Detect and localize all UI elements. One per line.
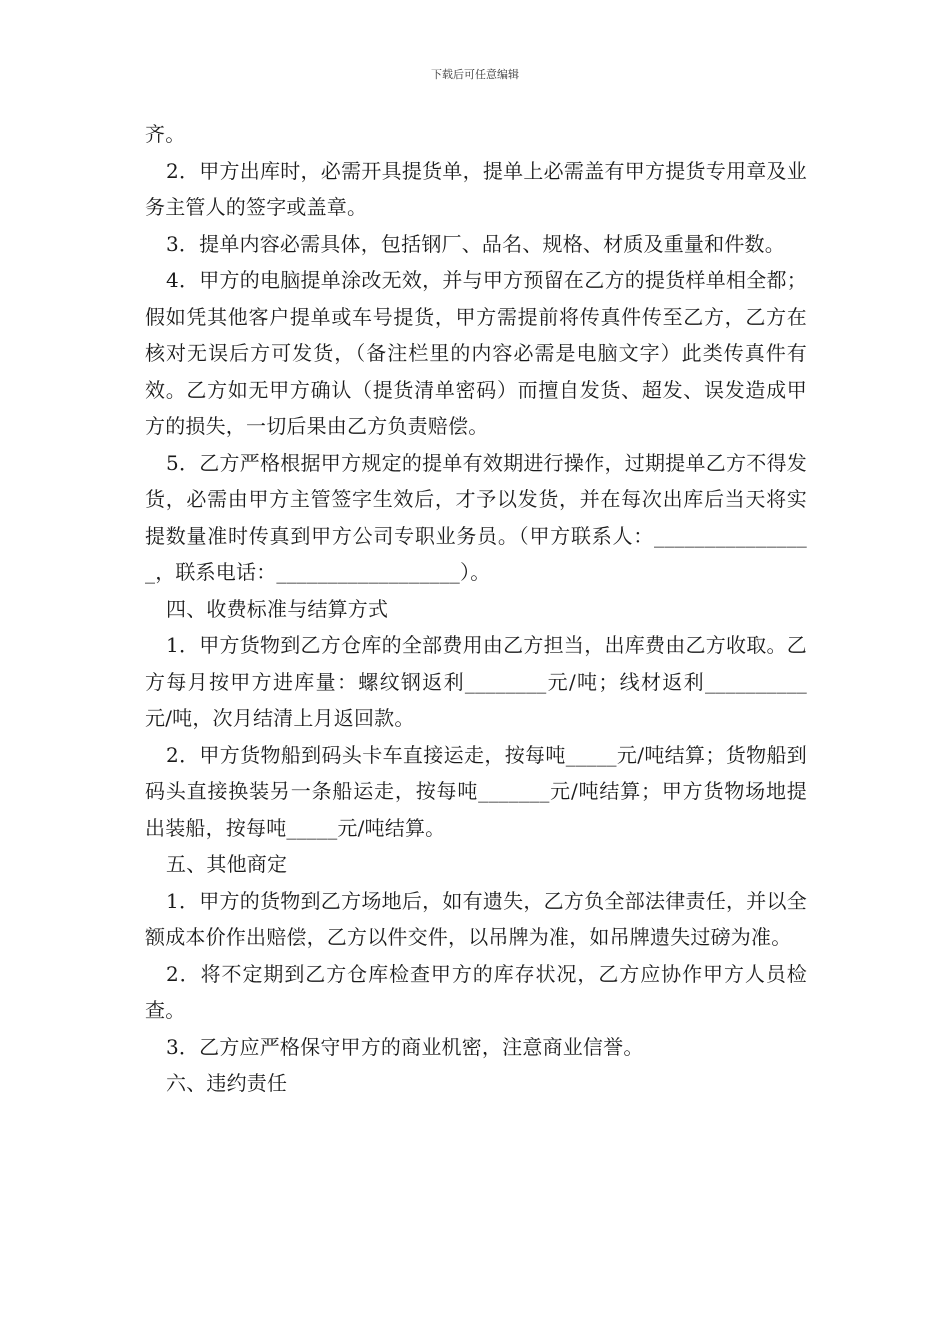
clause-2-inspection: 2．将不定期到乙方仓库检查甲方的库存状况，乙方应协作甲方人员检查。: [145, 961, 807, 1022]
clause-3-confidentiality: 3．乙方应严格保守甲方的商业机密，注意商业信誉。: [166, 1034, 644, 1059]
clause-4-computer-note: 4．甲方的电脑提单涂改无效，并与甲方预留在乙方的提货样单相全都；假如凭其他客户提单或车号提货，甲方需提前将传真件传至乙方，乙方在核对无误后方可发货，（备注栏里的内容必需是电脑文字）此类传真件有效。乙方如无甲方确认（提货清单密码）而擅自发货、超发、误发造成甲方的损失，一切后果由乙方负责赔偿。: [145, 268, 807, 438]
clause-2-delivery-note: 2．甲方出库时，必需开具提货单，提单上必需盖有甲方提货专用章及业务主管人的签字或盖章。: [145, 158, 807, 219]
document-body: [145, 116, 807, 1102]
page-header: 下载后可任意编辑: [431, 68, 519, 81]
section-6-heading: 六、违约责任: [166, 1071, 288, 1095]
clause-1-liability: 1．甲方的货物到乙方场地后，如有遗失，乙方负全部法律责任，并以全额成本价作出赔偿，乙方以件交件，以吊牌为准，如吊牌遗失过磅为准。: [145, 888, 807, 949]
clause-5-validity-period: 5．乙方严格根据甲方规定的提单有效期进行操作，过期提单乙方不得发货，必需由甲方主管签字生效后，才予以发货，并在每次出库后当天将实提数量准时传真到甲方公司专职业务员。（甲方联系人：________________，联系电话：__________________）。: [145, 450, 807, 584]
paragraph-continuation: 齐。: [145, 122, 186, 146]
clause-1-fees: 1．甲方货物到乙方仓库的全部费用由乙方担当，出库费由乙方收取。乙方每月按甲方进库量：螺纹钢返利________元/吨；线材返利__________元/吨，次月结清上月返回款。: [145, 633, 807, 730]
section-4-heading: 四、收费标准与结算方式: [166, 596, 389, 621]
clause-2-settlement: 2．甲方货物船到码头卡车直接运走，按每吨_____元/吨结算；货物船到码头直接换装另一条船运走，按每吨_______元/吨结算；甲方货物场地提出装船，按每吨_____元/吨结算。: [145, 742, 807, 840]
clause-3-note-content: 3．提单内容必需具体，包括钢厂、品名、规格、材质及重量和件数。: [166, 231, 785, 256]
section-5-heading: 五、其他商定: [166, 852, 288, 876]
